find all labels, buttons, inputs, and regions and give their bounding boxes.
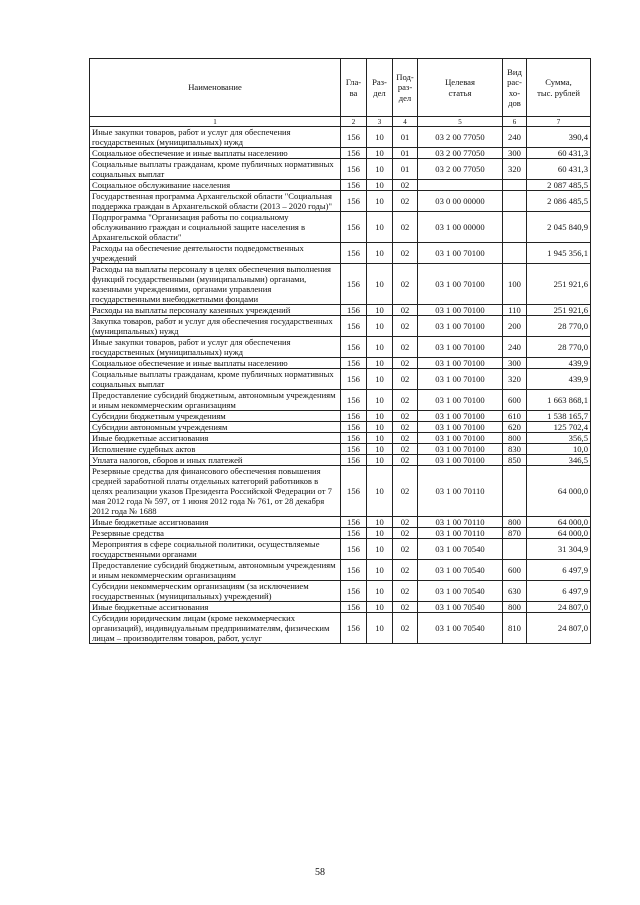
cell-glava: 156 [341, 337, 367, 358]
cell-target: 03 1 00 70540 [418, 613, 503, 644]
column-number-row [90, 117, 591, 127]
cell-podrazdel: 02 [393, 369, 418, 390]
cell-glava: 156 [341, 613, 367, 644]
cell-podrazdel: 01 [393, 127, 418, 148]
cell-podrazdel: 02 [393, 305, 418, 316]
cell-vid: 810 [503, 613, 527, 644]
column-number: 1 [90, 117, 341, 127]
cell-target: 03 1 00 70100 [418, 455, 503, 466]
table-row [90, 127, 591, 148]
cell-podrazdel: 02 [393, 517, 418, 528]
cell-sum: 64 000,0 [527, 528, 591, 539]
cell-podrazdel: 02 [393, 444, 418, 455]
cell-target: 03 1 00 00000 [418, 212, 503, 243]
cell-glava: 156 [341, 422, 367, 433]
cell-razdel: 10 [367, 560, 393, 581]
cell-sum: 390,4 [527, 127, 591, 148]
cell-name: Расходы на выплаты персоналу казенных учреждений [90, 305, 341, 316]
cell-glava: 156 [341, 212, 367, 243]
cell-vid: 610 [503, 411, 527, 422]
cell-name: Исполнение судебных актов [90, 444, 341, 455]
budget-table [89, 58, 591, 644]
table-row [90, 455, 591, 466]
cell-podrazdel: 02 [393, 191, 418, 212]
cell-vid: 800 [503, 602, 527, 613]
table-row [90, 337, 591, 358]
cell-glava: 156 [341, 148, 367, 159]
cell-vid [503, 191, 527, 212]
cell-name: Социальное обслуживание населения [90, 180, 341, 191]
header-glava: Гла- ва [341, 59, 367, 117]
cell-target: 03 1 00 70100 [418, 243, 503, 264]
cell-glava: 156 [341, 581, 367, 602]
cell-target: 03 1 00 70100 [418, 369, 503, 390]
cell-glava: 156 [341, 264, 367, 305]
column-number: 4 [393, 117, 418, 127]
cell-glava: 156 [341, 455, 367, 466]
table-header-row [90, 59, 591, 117]
cell-razdel: 10 [367, 411, 393, 422]
cell-podrazdel: 02 [393, 613, 418, 644]
cell-sum: 28 770,0 [527, 316, 591, 337]
table-row [90, 517, 591, 528]
cell-sum: 64 000,0 [527, 466, 591, 517]
cell-sum: 439,9 [527, 369, 591, 390]
cell-vid: 100 [503, 264, 527, 305]
cell-razdel: 10 [367, 528, 393, 539]
cell-podrazdel: 02 [393, 581, 418, 602]
cell-sum: 31 304,9 [527, 539, 591, 560]
header-vid: Вид рас- хо- дов [503, 59, 527, 117]
cell-razdel: 10 [367, 581, 393, 602]
table-row [90, 148, 591, 159]
cell-razdel: 10 [367, 148, 393, 159]
cell-podrazdel: 02 [393, 560, 418, 581]
cell-vid [503, 180, 527, 191]
cell-razdel: 10 [367, 602, 393, 613]
cell-sum: 251 921,6 [527, 305, 591, 316]
table-body [90, 127, 591, 644]
cell-target: 03 1 00 70540 [418, 602, 503, 613]
cell-razdel: 10 [367, 369, 393, 390]
cell-name: Предоставление субсидий бюджетным, автономным учреждениям и иным некоммерческим организациям [90, 560, 341, 581]
cell-target: 03 2 00 77050 [418, 148, 503, 159]
cell-sum: 24 807,0 [527, 613, 591, 644]
budget-table-container [89, 58, 590, 644]
page-number: 58 [315, 867, 325, 878]
cell-name: Субсидии автономным учреждениям [90, 422, 341, 433]
table-row [90, 316, 591, 337]
cell-glava: 156 [341, 444, 367, 455]
cell-sum: 60 431,3 [527, 148, 591, 159]
cell-target: 03 1 00 70100 [418, 337, 503, 358]
cell-razdel: 10 [367, 264, 393, 305]
cell-sum: 10,0 [527, 444, 591, 455]
cell-sum: 1 945 356,1 [527, 243, 591, 264]
table-row [90, 581, 591, 602]
cell-name: Мероприятия в сфере социальной политики, осуществляемые государственными органами [90, 539, 341, 560]
cell-glava: 156 [341, 358, 367, 369]
table-row [90, 264, 591, 305]
cell-podrazdel: 02 [393, 212, 418, 243]
cell-name: Резервные средства для финансового обеспечения повышения средней заработной платы отдельных категорий работников в целях реализации указов Президента Российской Федерации от 7 мая 2012 года № 597, от 1 июня 2012 года № 761, от 28 декабря 2012 года № 1688 [90, 466, 341, 517]
cell-podrazdel: 02 [393, 528, 418, 539]
cell-name: Социальное обеспечение и иные выплаты населению [90, 148, 341, 159]
cell-razdel: 10 [367, 422, 393, 433]
table-row [90, 305, 591, 316]
cell-glava: 156 [341, 602, 367, 613]
header-razdel: Раз- дел [367, 59, 393, 117]
cell-glava: 156 [341, 433, 367, 444]
cell-podrazdel: 02 [393, 411, 418, 422]
table-row [90, 602, 591, 613]
cell-sum: 251 921,6 [527, 264, 591, 305]
cell-target: 03 1 00 70110 [418, 517, 503, 528]
table-row [90, 180, 591, 191]
cell-vid: 600 [503, 390, 527, 411]
cell-razdel: 10 [367, 191, 393, 212]
cell-vid: 800 [503, 433, 527, 444]
header-sum: Сумма, тыс. рублей [527, 59, 591, 117]
cell-podrazdel: 02 [393, 466, 418, 517]
cell-razdel: 10 [367, 337, 393, 358]
cell-glava: 156 [341, 305, 367, 316]
table-row [90, 466, 591, 517]
cell-sum: 6 497,9 [527, 560, 591, 581]
cell-target: 03 1 00 70100 [418, 444, 503, 455]
cell-target: 03 1 00 70100 [418, 305, 503, 316]
table-row [90, 191, 591, 212]
table-row [90, 243, 591, 264]
cell-target: 03 0 00 00000 [418, 191, 503, 212]
cell-sum: 346,5 [527, 455, 591, 466]
cell-glava: 156 [341, 528, 367, 539]
cell-target: 03 1 00 70100 [418, 422, 503, 433]
cell-podrazdel: 02 [393, 390, 418, 411]
cell-name: Расходы на обеспечение деятельности подведомственных учреждений [90, 243, 341, 264]
cell-sum: 356,5 [527, 433, 591, 444]
cell-razdel: 10 [367, 305, 393, 316]
cell-sum: 6 497,9 [527, 581, 591, 602]
cell-name: Социальные выплаты гражданам, кроме публичных нормативных социальных выплат [90, 159, 341, 180]
cell-glava: 156 [341, 180, 367, 191]
cell-podrazdel: 02 [393, 602, 418, 613]
cell-name: Иные бюджетные ассигнования [90, 433, 341, 444]
cell-target: 03 1 00 70540 [418, 581, 503, 602]
cell-name: Иные закупки товаров, работ и услуг для обеспечения государственных (муниципальных) нужд [90, 337, 341, 358]
cell-target: 03 1 00 70100 [418, 411, 503, 422]
cell-podrazdel: 02 [393, 422, 418, 433]
cell-vid: 600 [503, 560, 527, 581]
cell-vid: 320 [503, 159, 527, 180]
cell-sum: 1 538 165,7 [527, 411, 591, 422]
cell-name: Иные бюджетные ассигнования [90, 602, 341, 613]
cell-razdel: 10 [367, 539, 393, 560]
cell-podrazdel: 01 [393, 148, 418, 159]
cell-razdel: 10 [367, 517, 393, 528]
cell-podrazdel: 02 [393, 264, 418, 305]
cell-vid [503, 212, 527, 243]
cell-razdel: 10 [367, 127, 393, 148]
cell-vid: 850 [503, 455, 527, 466]
cell-vid: 800 [503, 517, 527, 528]
cell-glava: 156 [341, 539, 367, 560]
cell-vid [503, 539, 527, 560]
cell-target: 03 1 00 70100 [418, 264, 503, 305]
cell-name: Уплата налогов, сборов и иных платежей [90, 455, 341, 466]
cell-glava: 156 [341, 127, 367, 148]
cell-sum: 64 000,0 [527, 517, 591, 528]
column-number: 7 [527, 117, 591, 127]
cell-name: Государственная программа Архангельской области "Социальная поддержка граждан в Архангельской области (2013 – 2020 годы)" [90, 191, 341, 212]
cell-razdel: 10 [367, 444, 393, 455]
cell-podrazdel: 02 [393, 433, 418, 444]
column-number: 6 [503, 117, 527, 127]
cell-target: 03 1 00 70100 [418, 433, 503, 444]
cell-glava: 156 [341, 466, 367, 517]
cell-name: Социальное обеспечение и иные выплаты населению [90, 358, 341, 369]
table-row [90, 411, 591, 422]
cell-target: 03 1 00 70100 [418, 358, 503, 369]
cell-target: 03 1 00 70540 [418, 560, 503, 581]
cell-vid: 830 [503, 444, 527, 455]
cell-target: 03 2 00 77050 [418, 159, 503, 180]
table-row [90, 433, 591, 444]
column-number: 5 [418, 117, 503, 127]
header-podrazdel: Под- раз- дел [393, 59, 418, 117]
table-row [90, 444, 591, 455]
cell-vid: 870 [503, 528, 527, 539]
cell-glava: 156 [341, 159, 367, 180]
cell-razdel: 10 [367, 466, 393, 517]
table-row [90, 212, 591, 243]
header-target: Целевая статья [418, 59, 503, 117]
cell-vid: 300 [503, 148, 527, 159]
cell-sum: 439,9 [527, 358, 591, 369]
cell-target: 03 1 00 70110 [418, 528, 503, 539]
cell-vid: 320 [503, 369, 527, 390]
cell-target: 03 1 00 70100 [418, 316, 503, 337]
cell-target: 03 1 00 70540 [418, 539, 503, 560]
cell-sum: 125 702,4 [527, 422, 591, 433]
cell-sum: 28 770,0 [527, 337, 591, 358]
cell-glava: 156 [341, 517, 367, 528]
cell-sum: 60 431,3 [527, 159, 591, 180]
cell-podrazdel: 02 [393, 316, 418, 337]
cell-vid: 620 [503, 422, 527, 433]
cell-name: Субсидии некоммерческим организациям (за исключением государственных (муниципальных) учреждений) [90, 581, 341, 602]
column-number: 3 [367, 117, 393, 127]
cell-glava: 156 [341, 560, 367, 581]
cell-name: Социальные выплаты гражданам, кроме публичных нормативных социальных выплат [90, 369, 341, 390]
cell-podrazdel: 02 [393, 337, 418, 358]
cell-razdel: 10 [367, 358, 393, 369]
cell-vid: 300 [503, 358, 527, 369]
table-row [90, 539, 591, 560]
cell-name: Субсидии юридическим лицам (кроме некоммерческих организаций), индивидуальным предпринимателям, физическим лицам – производителям товаров, работ, услуг [90, 613, 341, 644]
cell-vid [503, 243, 527, 264]
cell-vid: 200 [503, 316, 527, 337]
table-row [90, 528, 591, 539]
table-row [90, 613, 591, 644]
cell-razdel: 10 [367, 390, 393, 411]
cell-vid [503, 466, 527, 517]
table-row [90, 369, 591, 390]
cell-razdel: 10 [367, 212, 393, 243]
cell-name: Предоставление субсидий бюджетным, автономным учреждениям и иным некоммерческим организациям [90, 390, 341, 411]
cell-podrazdel: 02 [393, 243, 418, 264]
cell-name: Подпрограмма "Организация работы по социальному обслуживанию граждан и социальной защите населения в Архангельской области" [90, 212, 341, 243]
table-row [90, 159, 591, 180]
cell-razdel: 10 [367, 243, 393, 264]
cell-vid: 110 [503, 305, 527, 316]
cell-glava: 156 [341, 191, 367, 212]
cell-podrazdel: 01 [393, 159, 418, 180]
cell-name: Иные бюджетные ассигнования [90, 517, 341, 528]
cell-sum: 24 807,0 [527, 602, 591, 613]
table-row [90, 390, 591, 411]
cell-podrazdel: 02 [393, 358, 418, 369]
cell-sum: 2 087 485,5 [527, 180, 591, 191]
cell-razdel: 10 [367, 180, 393, 191]
cell-name: Резервные средства [90, 528, 341, 539]
cell-vid: 240 [503, 337, 527, 358]
table-row [90, 560, 591, 581]
cell-target: 03 1 00 70100 [418, 390, 503, 411]
cell-glava: 156 [341, 316, 367, 337]
cell-name: Иные закупки товаров, работ и услуг для обеспечения государственных (муниципальных) нужд [90, 127, 341, 148]
cell-target [418, 180, 503, 191]
table-row [90, 422, 591, 433]
cell-podrazdel: 02 [393, 539, 418, 560]
cell-glava: 156 [341, 411, 367, 422]
cell-podrazdel: 02 [393, 180, 418, 191]
cell-target: 03 2 00 77050 [418, 127, 503, 148]
cell-razdel: 10 [367, 613, 393, 644]
cell-target: 03 1 00 70110 [418, 466, 503, 517]
cell-razdel: 10 [367, 316, 393, 337]
cell-razdel: 10 [367, 433, 393, 444]
cell-sum: 2 086 485,5 [527, 191, 591, 212]
cell-sum: 2 045 840,9 [527, 212, 591, 243]
cell-vid: 630 [503, 581, 527, 602]
cell-podrazdel: 02 [393, 455, 418, 466]
cell-name: Расходы на выплаты персоналу в целях обеспечения выполнения функций государственными (муниципальными) органами, казенными учреждениями, органами управления государственными внебюджетными фондами [90, 264, 341, 305]
cell-name: Субсидии бюджетным учреждениям [90, 411, 341, 422]
table-row [90, 358, 591, 369]
header-name: Наименование [90, 59, 341, 117]
cell-sum: 1 663 868,1 [527, 390, 591, 411]
cell-vid: 240 [503, 127, 527, 148]
cell-glava: 156 [341, 243, 367, 264]
cell-name: Закупка товаров, работ и услуг для обеспечения государственных (муниципальных) нужд [90, 316, 341, 337]
cell-razdel: 10 [367, 159, 393, 180]
cell-glava: 156 [341, 369, 367, 390]
cell-razdel: 10 [367, 455, 393, 466]
column-number: 2 [341, 117, 367, 127]
cell-glava: 156 [341, 390, 367, 411]
